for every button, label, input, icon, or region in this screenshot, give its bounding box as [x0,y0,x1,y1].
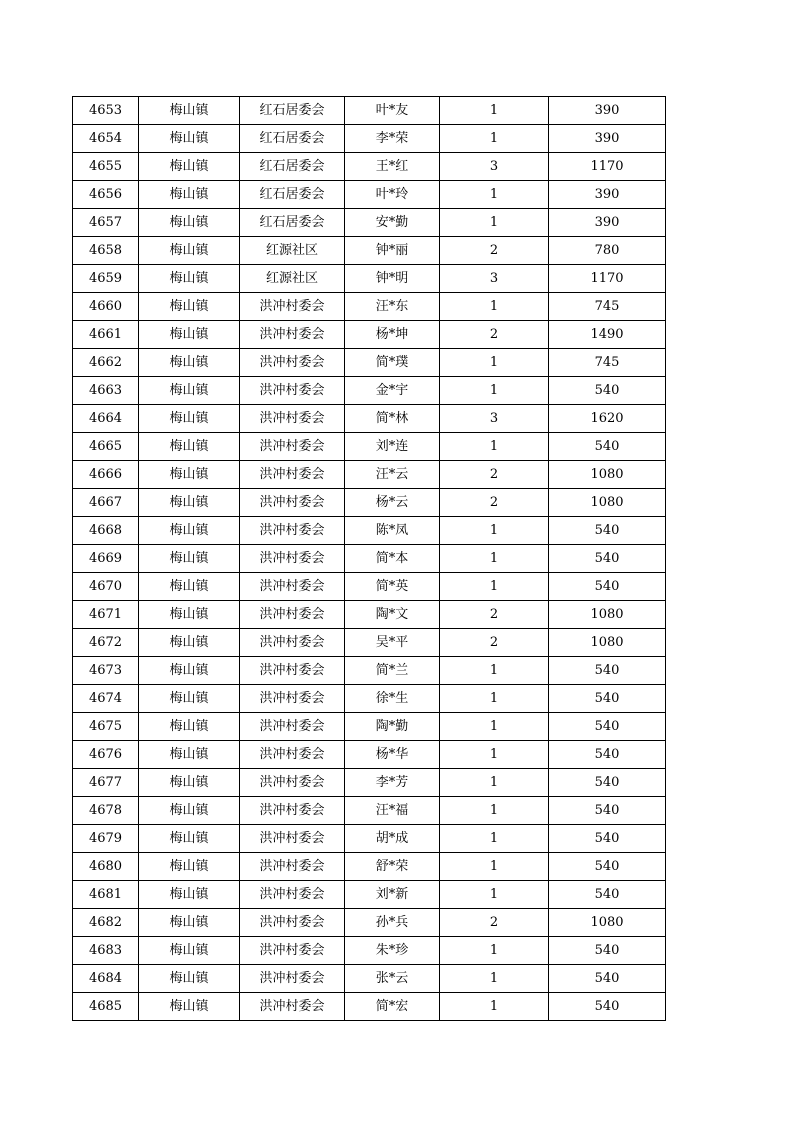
table-row [73,545,666,573]
table-row [73,293,666,321]
household-count-cell: 1 [440,125,549,153]
name-cell: 陶*勤 [345,713,440,741]
name-cell: 舒*荣 [345,853,440,881]
household-count-cell: 1 [440,573,549,601]
name-cell: 汪*福 [345,797,440,825]
amount-cell: 390 [549,125,666,153]
amount-cell: 540 [549,993,666,1021]
community-cell: 洪冲村委会 [240,657,345,685]
table-row [73,993,666,1021]
serial-cell: 4679 [73,825,139,853]
serial-cell: 4660 [73,293,139,321]
town-cell: 梅山镇 [139,685,240,713]
household-count-cell: 1 [440,97,549,125]
table-row [73,685,666,713]
community-cell: 洪冲村委会 [240,993,345,1021]
serial-cell: 4665 [73,433,139,461]
name-cell: 刘*连 [345,433,440,461]
town-cell: 梅山镇 [139,545,240,573]
table-row [73,797,666,825]
table-row [73,629,666,657]
amount-cell: 540 [549,965,666,993]
name-cell: 李*芳 [345,769,440,797]
community-cell: 红石居委会 [240,181,345,209]
name-cell: 孙*兵 [345,909,440,937]
town-cell: 梅山镇 [139,713,240,741]
community-cell: 洪冲村委会 [240,489,345,517]
town-cell: 梅山镇 [139,377,240,405]
amount-cell: 1080 [549,909,666,937]
serial-cell: 4672 [73,629,139,657]
serial-cell: 4659 [73,265,139,293]
amount-cell: 780 [549,237,666,265]
table-row [73,433,666,461]
household-count-cell: 2 [440,321,549,349]
serial-cell: 4670 [73,573,139,601]
community-cell: 洪冲村委会 [240,349,345,377]
household-count-cell: 2 [440,461,549,489]
town-cell: 梅山镇 [139,433,240,461]
serial-cell: 4662 [73,349,139,377]
town-cell: 梅山镇 [139,657,240,685]
household-count-cell: 1 [440,769,549,797]
name-cell: 叶*玲 [345,181,440,209]
table-row [73,937,666,965]
name-cell: 朱*珍 [345,937,440,965]
amount-cell: 1080 [549,629,666,657]
serial-cell: 4663 [73,377,139,405]
serial-cell: 4654 [73,125,139,153]
town-cell: 梅山镇 [139,965,240,993]
community-cell: 红石居委会 [240,97,345,125]
amount-cell: 1080 [549,461,666,489]
table-row [73,377,666,405]
town-cell: 梅山镇 [139,937,240,965]
community-cell: 洪冲村委会 [240,405,345,433]
name-cell: 陶*文 [345,601,440,629]
table-row [73,209,666,237]
serial-cell: 4661 [73,321,139,349]
amount-cell: 1080 [549,601,666,629]
amount-cell: 540 [549,937,666,965]
amount-cell: 540 [549,769,666,797]
town-cell: 梅山镇 [139,237,240,265]
household-count-cell: 1 [440,685,549,713]
serial-cell: 4681 [73,881,139,909]
household-count-cell: 2 [440,237,549,265]
amount-cell: 540 [549,517,666,545]
amount-cell: 745 [549,349,666,377]
household-count-cell: 3 [440,405,549,433]
table-row [73,881,666,909]
serial-cell: 4658 [73,237,139,265]
household-count-cell: 3 [440,265,549,293]
amount-cell: 1170 [549,153,666,181]
household-count-cell: 1 [440,965,549,993]
amount-cell: 745 [549,293,666,321]
town-cell: 梅山镇 [139,797,240,825]
town-cell: 梅山镇 [139,153,240,181]
name-cell: 杨*坤 [345,321,440,349]
community-cell: 洪冲村委会 [240,601,345,629]
table-row [73,153,666,181]
household-count-cell: 1 [440,881,549,909]
community-cell: 洪冲村委会 [240,965,345,993]
table-row [73,181,666,209]
household-count-cell: 1 [440,209,549,237]
serial-cell: 4680 [73,853,139,881]
name-cell: 安*勤 [345,209,440,237]
community-cell: 洪冲村委会 [240,685,345,713]
name-cell: 金*宇 [345,377,440,405]
table-row [73,405,666,433]
serial-cell: 4678 [73,797,139,825]
amount-cell: 540 [549,713,666,741]
amount-cell: 540 [549,797,666,825]
household-count-cell: 1 [440,937,549,965]
table-row [73,461,666,489]
table-row [73,237,666,265]
community-cell: 洪冲村委会 [240,797,345,825]
town-cell: 梅山镇 [139,853,240,881]
town-cell: 梅山镇 [139,909,240,937]
serial-cell: 4655 [73,153,139,181]
name-cell: 简*兰 [345,657,440,685]
amount-cell: 540 [549,825,666,853]
table-row [73,125,666,153]
community-cell: 洪冲村委会 [240,433,345,461]
town-cell: 梅山镇 [139,265,240,293]
town-cell: 梅山镇 [139,293,240,321]
town-cell: 梅山镇 [139,517,240,545]
community-cell: 洪冲村委会 [240,937,345,965]
household-count-cell: 3 [440,153,549,181]
amount-cell: 540 [549,741,666,769]
community-cell: 洪冲村委会 [240,517,345,545]
community-cell: 洪冲村委会 [240,853,345,881]
table-row [73,573,666,601]
serial-cell: 4668 [73,517,139,545]
table-row [73,909,666,937]
name-cell: 钟*丽 [345,237,440,265]
name-cell: 简*林 [345,405,440,433]
amount-cell: 540 [549,545,666,573]
serial-cell: 4674 [73,685,139,713]
town-cell: 梅山镇 [139,601,240,629]
table-row [73,741,666,769]
town-cell: 梅山镇 [139,461,240,489]
town-cell: 梅山镇 [139,209,240,237]
name-cell: 李*荣 [345,125,440,153]
serial-cell: 4677 [73,769,139,797]
household-count-cell: 2 [440,629,549,657]
community-cell: 洪冲村委会 [240,881,345,909]
name-cell: 简*本 [345,545,440,573]
amount-cell: 540 [549,685,666,713]
community-cell: 洪冲村委会 [240,713,345,741]
town-cell: 梅山镇 [139,825,240,853]
records-body [73,97,666,1021]
town-cell: 梅山镇 [139,881,240,909]
amount-cell: 540 [549,657,666,685]
town-cell: 梅山镇 [139,769,240,797]
name-cell: 杨*华 [345,741,440,769]
serial-cell: 4683 [73,937,139,965]
name-cell: 王*红 [345,153,440,181]
table-row [73,265,666,293]
town-cell: 梅山镇 [139,405,240,433]
household-count-cell: 1 [440,993,549,1021]
amount-cell: 540 [549,853,666,881]
town-cell: 梅山镇 [139,321,240,349]
community-cell: 洪冲村委会 [240,377,345,405]
name-cell: 简*英 [345,573,440,601]
household-count-cell: 1 [440,825,549,853]
amount-cell: 1170 [549,265,666,293]
serial-cell: 4664 [73,405,139,433]
table-row [73,489,666,517]
table-row [73,97,666,125]
serial-cell: 4666 [73,461,139,489]
community-cell: 洪冲村委会 [240,769,345,797]
serial-cell: 4656 [73,181,139,209]
serial-cell: 4675 [73,713,139,741]
serial-cell: 4667 [73,489,139,517]
name-cell: 杨*云 [345,489,440,517]
community-cell: 洪冲村委会 [240,321,345,349]
table-row [73,349,666,377]
community-cell: 红石居委会 [240,209,345,237]
table-row [73,657,666,685]
amount-cell: 540 [549,377,666,405]
household-count-cell: 1 [440,433,549,461]
household-count-cell: 1 [440,545,549,573]
household-count-cell: 1 [440,657,549,685]
serial-cell: 4676 [73,741,139,769]
town-cell: 梅山镇 [139,573,240,601]
table-row [73,965,666,993]
household-count-cell: 2 [440,909,549,937]
name-cell: 吴*平 [345,629,440,657]
community-cell: 红石居委会 [240,153,345,181]
community-cell: 洪冲村委会 [240,293,345,321]
amount-cell: 1080 [549,489,666,517]
serial-cell: 4685 [73,993,139,1021]
town-cell: 梅山镇 [139,125,240,153]
name-cell: 刘*新 [345,881,440,909]
table-row [73,825,666,853]
table-row [73,769,666,797]
household-count-cell: 1 [440,349,549,377]
household-count-cell: 2 [440,601,549,629]
serial-cell: 4669 [73,545,139,573]
table-row [73,853,666,881]
serial-cell: 4684 [73,965,139,993]
community-cell: 洪冲村委会 [240,741,345,769]
town-cell: 梅山镇 [139,629,240,657]
name-cell: 汪*云 [345,461,440,489]
name-cell: 陈*凤 [345,517,440,545]
table-row [73,517,666,545]
household-count-cell: 2 [440,489,549,517]
community-cell: 洪冲村委会 [240,573,345,601]
table-row [73,601,666,629]
amount-cell: 540 [549,573,666,601]
name-cell: 张*云 [345,965,440,993]
household-count-cell: 1 [440,713,549,741]
community-cell: 红石居委会 [240,125,345,153]
community-cell: 红源社区 [240,237,345,265]
household-count-cell: 1 [440,517,549,545]
town-cell: 梅山镇 [139,993,240,1021]
name-cell: 简*宏 [345,993,440,1021]
amount-cell: 1490 [549,321,666,349]
town-cell: 梅山镇 [139,97,240,125]
community-cell: 红源社区 [240,265,345,293]
amount-cell: 1620 [549,405,666,433]
name-cell: 胡*成 [345,825,440,853]
town-cell: 梅山镇 [139,741,240,769]
name-cell: 徐*生 [345,685,440,713]
community-cell: 洪冲村委会 [240,825,345,853]
amount-cell: 390 [549,97,666,125]
serial-cell: 4657 [73,209,139,237]
community-cell: 洪冲村委会 [240,545,345,573]
community-cell: 洪冲村委会 [240,909,345,937]
town-cell: 梅山镇 [139,349,240,377]
records-table [72,96,666,1021]
amount-cell: 390 [549,181,666,209]
serial-cell: 4682 [73,909,139,937]
household-count-cell: 1 [440,377,549,405]
table-row [73,713,666,741]
amount-cell: 390 [549,209,666,237]
serial-cell: 4673 [73,657,139,685]
name-cell: 汪*东 [345,293,440,321]
amount-cell: 540 [549,433,666,461]
household-count-cell: 1 [440,853,549,881]
name-cell: 钟*明 [345,265,440,293]
serial-cell: 4653 [73,97,139,125]
name-cell: 简*璞 [345,349,440,377]
household-count-cell: 1 [440,797,549,825]
community-cell: 洪冲村委会 [240,629,345,657]
name-cell: 叶*友 [345,97,440,125]
household-count-cell: 1 [440,293,549,321]
town-cell: 梅山镇 [139,489,240,517]
town-cell: 梅山镇 [139,181,240,209]
household-count-cell: 1 [440,741,549,769]
community-cell: 洪冲村委会 [240,461,345,489]
serial-cell: 4671 [73,601,139,629]
amount-cell: 540 [549,881,666,909]
table-row [73,321,666,349]
household-count-cell: 1 [440,181,549,209]
